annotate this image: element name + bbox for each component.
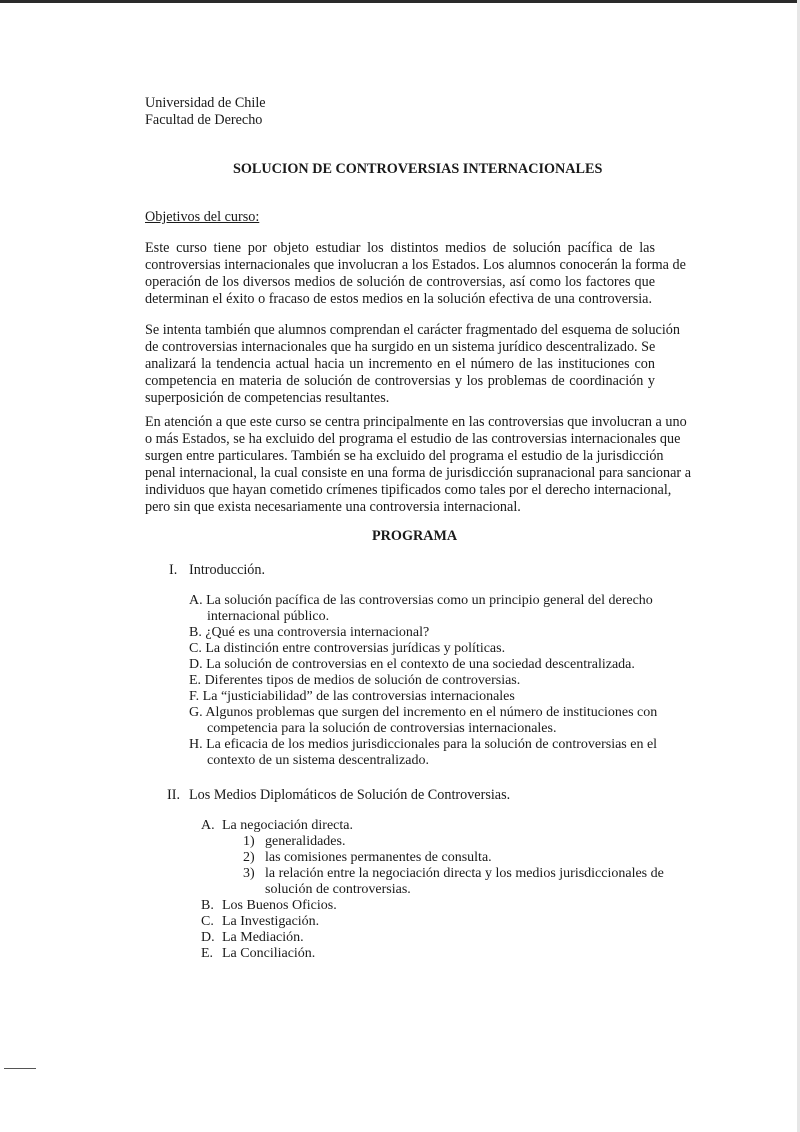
item-label: B. (189, 625, 202, 640)
subitem-3-text: la relación entre la negociación directa y los medios jurisdiccionales de (265, 866, 664, 881)
section-2-item-e-label: E. (201, 946, 214, 961)
section-1-item-e (189, 673, 520, 690)
paragraph-line: pero sin que exista necesariamente una controversia internacional. (145, 499, 521, 515)
scan-top-border (0, 0, 800, 3)
paragraph-line: operación de los diversos medios de solución de controversias, así como los factores que (145, 274, 655, 290)
section-2-item-e-text: La Conciliación. (222, 946, 316, 961)
subitem-2-text: las comisiones permanentes de consulta. (265, 850, 492, 865)
objectives-paragraph-3 (145, 414, 691, 516)
section-1-item-h (189, 737, 657, 754)
document-title: SOLUCION DE CONTROVERSIAS INTERNACIONALES (233, 161, 603, 177)
section-1-title: Introducción. (189, 562, 266, 578)
paragraph-line: superposición de competencias resultantes. (145, 390, 390, 406)
university-name: Universidad de Chile (145, 95, 266, 111)
section-2-item-c-text: La Investigación. (222, 914, 320, 929)
scan-artifact (4, 1068, 36, 1069)
paragraph-line: controversias internacionales que involucran a los Estados. Los alumnos conocerán la forma de (145, 257, 686, 273)
section-1-item-g (189, 705, 657, 722)
paragraph-line: surgen entre particulares. También se ha excluido del programa el estudio de la jurisdicción (145, 448, 664, 464)
section-1-numeral: I. (169, 562, 178, 578)
item-text: Diferentes tipos de medios de solución de controversias. (204, 673, 521, 688)
section-1-item-a-cont: internacional público. (207, 609, 330, 624)
faculty-name: Facultad de Derecho (145, 112, 263, 128)
objectives-heading: Objetivos del curso: (145, 209, 260, 225)
paragraph-line: Se intenta también que alumnos comprendan el carácter fragmentado del esquema de solución (145, 322, 680, 338)
section-1-item-h-cont: contexto de un sistema descentralizado. (207, 753, 429, 768)
item-label: A. (189, 593, 203, 608)
item-text: La solución de controversias en el contexto de una sociedad descentralizada. (206, 657, 635, 672)
subitem-2-label: 2) (243, 850, 255, 865)
item-text: ¿Qué es una controversia internacional? (205, 625, 430, 640)
paragraph-line: En atención a que este curso se centra principalmente en las controversias que involucran a uno (145, 414, 687, 430)
item-label: D. (189, 657, 203, 672)
subitem-1-label: 1) (243, 834, 255, 849)
item-label: F. (189, 689, 200, 704)
section-1-item-a (189, 593, 653, 610)
item-text: Algunos problemas que surgen del incremento en el número de instituciones con (205, 705, 658, 720)
item-label: G. (189, 705, 203, 720)
section-1-item-f (189, 689, 515, 706)
section-2-item-b-label: B. (201, 898, 214, 913)
paragraph-line: de controversias internacionales que ha surgido en un sistema jurídico descentralizado. Se (145, 339, 656, 355)
subitem-3-label: 3) (243, 866, 255, 881)
paragraph-line: penal internacional, la cual consiste en una forma de jurisdicción supranacional para sancionar a (145, 465, 691, 481)
item-text: La solución pacífica de las controversias como un principio general del derecho (206, 593, 653, 608)
section-2-item-d-text: La Mediación. (222, 930, 304, 945)
paragraph-line: o más Estados, se ha excluido del programa el estudio de las controversias internacionales que (145, 431, 681, 447)
section-1-item-c (189, 641, 505, 658)
section-1-item-g-cont: competencia para la solución de controversias internacionales. (207, 721, 557, 736)
objectives-paragraph-1 (145, 240, 686, 308)
paragraph-line: individuos que hayan cometido crímenes tipificados como tales por el derecho internacional, (145, 482, 672, 498)
section-1-item-b (189, 625, 429, 642)
item-label: E. (189, 673, 202, 688)
section-2-item-d-label: D. (201, 930, 215, 945)
section-2-item-a-label: A. (201, 818, 215, 833)
subitem-1-text: generalidades. (265, 834, 346, 849)
item-label: C. (189, 641, 202, 656)
paragraph-line: competencia en materia de solución de controversias y los problemas de coordinación y (145, 373, 655, 389)
paragraph-line: analizará la tendencia actual hacia un incremento en el número de las instituciones con (145, 356, 655, 372)
section-1-item-d (189, 657, 635, 674)
section-2-item-b-text: Los Buenos Oficios. (222, 898, 337, 913)
item-label: H. (189, 737, 203, 752)
section-2-numeral: II. (167, 787, 180, 803)
item-text: La eficacia de los medios jurisdiccionales para la solución de controversias en el (206, 737, 658, 752)
subitem-3-text-cont: solución de controversias. (265, 882, 411, 897)
paragraph-line: determinan el éxito o fracaso de estos medios en la solución efectiva de una controversia. (145, 291, 653, 307)
programa-heading: PROGRAMA (372, 528, 458, 544)
objectives-paragraph-2 (145, 322, 680, 407)
paragraph-line: Este curso tiene por objeto estudiar los distintos medios de solución pacífica de las (145, 240, 655, 256)
section-2-title: Los Medios Diplomáticos de Solución de Controversias. (189, 787, 511, 803)
item-text: La “justiciabilidad” de las controversias internacionales (202, 689, 515, 704)
item-text: La distinción entre controversias jurídicas y políticas. (205, 641, 506, 656)
section-2-item-c-label: C. (201, 914, 214, 929)
section-2-item-a-text: La negociación directa. (222, 818, 353, 833)
